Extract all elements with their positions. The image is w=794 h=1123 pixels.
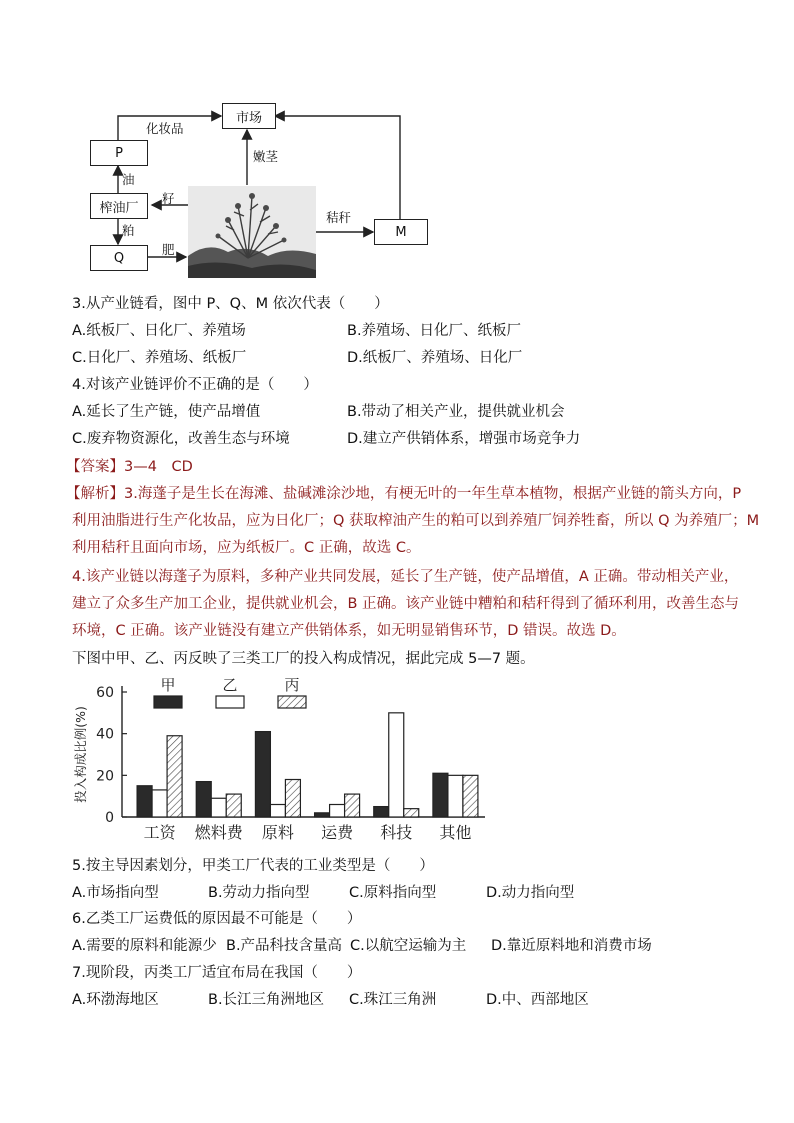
q6-stem: 6.乙类工厂运费低的原因最不可能是（ ） <box>72 911 362 927</box>
analysis-line-6: 环境，C 正确。该产业链没有建立产供销体系，如无明显销售环节，D 错误。故选 D。 <box>72 623 626 639</box>
tender-stem-label: 嫩茎 <box>253 149 279 164</box>
y-tick-label: 60 <box>96 685 114 701</box>
chart-svg <box>70 676 490 848</box>
q-box: Q <box>90 245 148 271</box>
q7-option-c: C.珠江三角洲 <box>349 992 437 1008</box>
x-category-label: 运费 <box>321 823 354 842</box>
answer-tag: 【答案】 <box>66 459 124 475</box>
x-category-label: 科技 <box>380 823 413 842</box>
bar-丙 <box>345 794 360 817</box>
straw-label: 秸秆 <box>326 210 352 225</box>
bar-乙 <box>211 798 226 817</box>
seablite-plant-photo <box>188 186 316 278</box>
bar-甲 <box>433 773 448 817</box>
analysis-line-2: 利用油脂进行生产化妆品，应为日化厂；Q 获取榨油产生的粕可以到养殖厂饲养牲畜，所以 Q 为养殖厂；M <box>72 513 760 529</box>
q3-stem: 3.从产业链看，图中 P、Q、M 依次代表（ ） <box>72 296 389 312</box>
bar-乙 <box>389 713 404 817</box>
bar-甲 <box>137 786 152 817</box>
q6-option-d: D.靠近原料地和消费市场 <box>491 938 652 954</box>
seed-label: 籽 <box>162 191 175 206</box>
bar-甲 <box>196 782 211 817</box>
q6-option-a: A.需要的原料和能源少 <box>72 938 217 954</box>
bar-丙 <box>463 775 478 817</box>
bar-乙 <box>270 805 285 818</box>
q7-option-b: B.长江三角洲地区 <box>208 992 325 1008</box>
q4-stem: 4.对该产业链评价不正确的是（ ） <box>72 377 318 393</box>
p-box: P <box>90 140 148 166</box>
input-structure-chart <box>70 676 490 848</box>
x-category-label: 燃料费 <box>194 823 243 842</box>
m-box: M <box>374 219 428 245</box>
bar-甲 <box>255 732 270 817</box>
bar-甲 <box>315 813 330 817</box>
q6-option-c: C.以航空运输为主 <box>350 938 467 954</box>
analysis-line-3: 利用秸秆且面向市场，应为纸板厂。C 正确，故选 C。 <box>72 540 421 556</box>
analysis-line-1: 【解析】3.海蓬子是生长在海滩、盐碱滩涂沙地，有梗无叶的一年生草本植物，根据产业链的箭头方向，P <box>66 486 742 502</box>
legend-label-甲: 甲 <box>160 676 176 694</box>
bar-丙 <box>285 780 300 818</box>
q5-stem: 5.按主导因素划分，甲类工厂代表的工业类型是（ ） <box>72 858 434 874</box>
q5-option-a: A.市场指向型 <box>72 885 159 901</box>
q3-option-c: C.日化厂、养殖场、纸板厂 <box>72 350 247 366</box>
q6-option-b: B.产品科技含量高 <box>226 938 343 954</box>
y-tick-label: 0 <box>105 810 114 826</box>
chart-intro: 下图中甲、乙、丙反映了三类工厂的投入构成情况，据此完成 5—7 题。 <box>72 651 535 667</box>
analysis-line-5: 建立了众多生产加工企业，提供就业机会，B 正确。该产业链中糟粕和秸秆得到了循环利用，改善生态与 <box>72 596 740 612</box>
q3-option-d: D.纸板厂、养殖场、日化厂 <box>347 350 523 366</box>
fertilizer-label: 肥 <box>162 242 175 257</box>
x-category-label: 工资 <box>143 823 176 842</box>
y-tick-label: 40 <box>96 726 114 743</box>
y-tick-label: 20 <box>96 768 114 785</box>
x-category-label: 原料 <box>261 823 294 842</box>
q3-option-b: B.养殖场、日化厂、纸板厂 <box>347 323 522 339</box>
bar-乙 <box>448 775 463 817</box>
cosmetics-label: 化妆品 <box>146 121 184 136</box>
q7-option-a: A.环渤海地区 <box>72 992 159 1008</box>
answer-line <box>66 457 193 477</box>
q4-option-d: D.建立产供销体系，增强市场竞争力 <box>347 431 581 447</box>
meal-label: 粕 <box>122 223 135 238</box>
legend-label-乙: 乙 <box>222 676 238 694</box>
q5-option-c: C.原料指向型 <box>349 885 437 901</box>
q4-option-c: C.废弃物资源化，改善生态与环境 <box>72 431 290 447</box>
q4-option-b: B.带动了相关产业，提供就业机会 <box>347 404 565 420</box>
legend-swatch-乙 <box>216 696 244 708</box>
bar-丙 <box>404 809 419 817</box>
q4-option-a: A.延长了生产链，使产品增值 <box>72 404 261 420</box>
bar-乙 <box>330 805 345 818</box>
oil-label: 油 <box>122 172 135 187</box>
market-box: 市场 <box>222 103 276 129</box>
q5-option-b: B.劳动力指向型 <box>208 885 310 901</box>
bar-乙 <box>152 790 167 817</box>
bar-丙 <box>167 736 182 817</box>
answer-text: 3—4 CD <box>124 459 193 475</box>
q3-option-a: A.纸板厂、日化厂、养殖场 <box>72 323 246 339</box>
q7-option-d: D.中、西部地区 <box>486 992 589 1008</box>
oil-press-box: 榨油厂 <box>90 193 148 219</box>
legend-swatch-甲 <box>154 696 182 708</box>
x-category-label: 其他 <box>439 823 472 842</box>
legend-swatch-丙 <box>278 696 306 708</box>
q7-stem: 7.现阶段，丙类工厂适宜布局在我国（ ） <box>72 965 362 981</box>
analysis-tag: 【解析】 <box>66 486 124 502</box>
y-axis-label: 投入构成比例(%) <box>73 706 88 803</box>
q5-option-d: D.动力指向型 <box>486 885 575 901</box>
bar-甲 <box>374 807 389 817</box>
legend-label-丙: 丙 <box>284 676 300 694</box>
analysis-line-4: 4.该产业链以海蓬子为原料，多种产业共同发展，延长了生产链，使产品增值，A 正确。带动相关产业， <box>72 569 739 585</box>
bar-丙 <box>226 794 241 817</box>
